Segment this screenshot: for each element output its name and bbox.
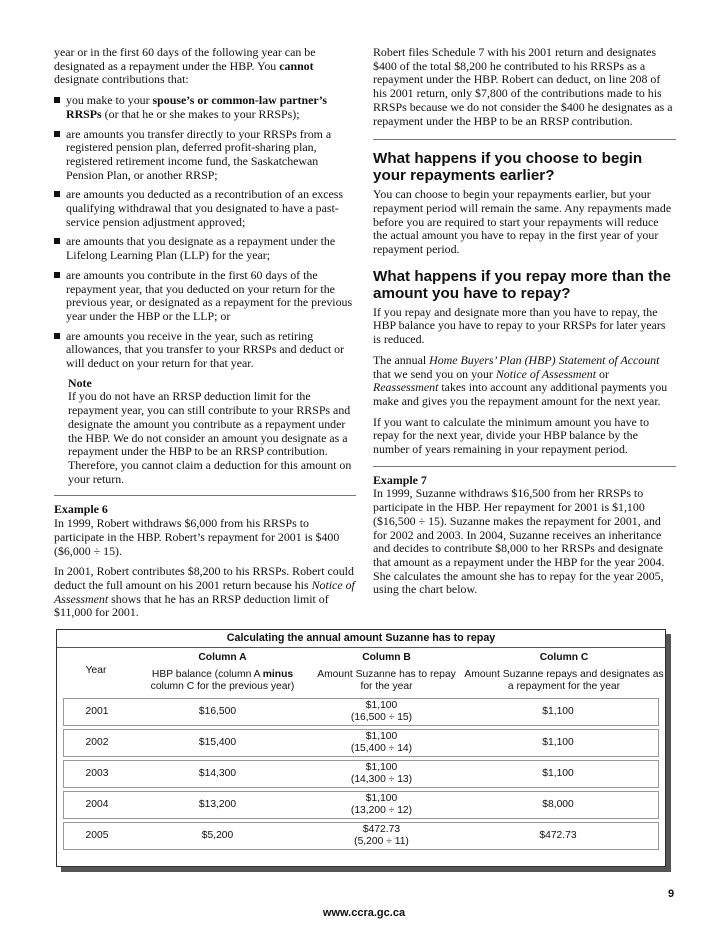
page-number: 9 xyxy=(668,888,675,900)
list-item: are amounts you contribute in the first 60 days of the repayment year, that you deducted on your return for the previous year, or designated as a repayment for the previous year under the HBP or the LLP; or xyxy=(54,269,356,324)
table-body xyxy=(57,698,665,850)
example7-text: In 1999, Suzanne withdraws $16,500 from her RRSPs to participate in the HBP. Her repayment for 2001 is $1,100 ($16,500 ÷ 15). Suzanne makes the repayment for 2001, and for 2002 and 2003. In 2004, Suzanne receives an inheritance and decides to contribute $8,000 to her RRSPs and designate that amount as a repayment under the HBP for the year 2004. She calculates the amount she has to repay for the year 2005, using the chart below. xyxy=(373,486,665,597)
column-a-header: Column A HBP balance (column A minus column C for the previous year) xyxy=(150,652,295,692)
bullet-square-icon xyxy=(54,272,60,278)
amount-to-repay-cell: $1,100 (15,400 ÷ 14) xyxy=(350,730,413,754)
divider xyxy=(54,495,356,496)
footer-url[interactable]: www.ccra.gc.ca xyxy=(322,907,406,919)
year-cell: 2001 xyxy=(85,705,109,717)
bullet-square-icon xyxy=(54,238,60,244)
list-item: are amounts you receive in the year, such as retiring allowances, that you transfer to your RRSPs and deduct or will deduct on your return for that year. xyxy=(54,330,356,371)
table-row xyxy=(63,760,659,788)
table-row xyxy=(63,791,659,819)
example7-title: Example 7 xyxy=(373,472,427,487)
amount-repaid-cell: $8,000 xyxy=(542,798,574,810)
repay-more-paragraph1: If you repay and designate more than you have to repay, the HBP balance you have to repay to your RRSPs for later years is reduced. xyxy=(373,304,666,347)
amount-to-repay-cell: $472.73 (5,200 ÷ 11) xyxy=(354,823,409,847)
example6-paragraph1: In 1999, Robert withdraws $6,000 from his RRSPs to participate in the HBP. Robert’s repayment for 2001 is $400 ($6,000 ÷ 15). xyxy=(54,516,340,558)
year-header: Year xyxy=(85,665,107,677)
divider xyxy=(373,466,676,467)
heading-repay-more: What happens if you repay more than the amount you have to repay? xyxy=(373,267,671,302)
amount-repaid-cell: $1,100 xyxy=(542,736,574,748)
robert-continuation: Robert files Schedule 7 with his 2001 return and designates $400 of the total $8,200 he contributed to his RRSPs as a repayment under the HBP. Robert can deduct, on line 208 of his 2001 return, only $7,800 of the contributions made to his RRSPs because we do not consider the $400 he designates as a repayment under the HBP to be an RRSP contribution. xyxy=(373,45,673,128)
example6-paragraph2: In 2001, Robert contributes $8,200 to his RRSPs. Robert could deduct the full amount on his 2001 return because his Notice of Assessment shows that he has an RRSP deduction limit of $11,000 for 2001. xyxy=(54,564,355,620)
example6-title: Example 6 xyxy=(54,502,108,517)
balance-cell: $13,200 xyxy=(198,798,237,810)
table-title: Calculating the annual amount Suzanne has to repay xyxy=(57,630,665,648)
balance-cell: $14,300 xyxy=(198,767,237,779)
list-item: are amounts you deducted as a recontribution of an excess qualifying withdrawal that you designated to have a past-service pension adjustment approved; xyxy=(54,188,356,229)
table-row xyxy=(63,698,659,726)
exclusion-list xyxy=(54,94,356,371)
left-column xyxy=(54,46,356,627)
bullet-square-icon xyxy=(54,191,60,197)
column-c-header: Column C Amount Suzanne repays and designates as a repayment for the year xyxy=(464,652,664,692)
balance-cell: $15,400 xyxy=(198,736,237,748)
bullet-square-icon xyxy=(54,97,60,103)
year-cell: 2002 xyxy=(85,736,109,748)
amount-to-repay-cell: $1,100 (16,500 ÷ 15) xyxy=(350,699,413,723)
repay-more-paragraph2: The annual Home Buyers’ Plan (HBP) Statement of Account that we send you on your Notice of Assessment or Reassessment takes into account any additional payments you make and gives you the repayment amount for the next year. xyxy=(373,352,668,408)
list-item: are amounts that you designate as a repayment under the Lifelong Learning Plan (LLP) for the year; xyxy=(54,235,356,262)
bullet-square-icon xyxy=(54,131,60,137)
note-text: If you do not have an RRSP deduction limit for the repayment year, you can still contribute to your RRSPs and designate the amount you contribute as a repayment under the HBP. We do not consider an amount you designate as a repayment under the HBP to be an RRSP contribution. Therefore, you cannot claim a deduction for this amount on your return. xyxy=(68,389,352,486)
amount-to-repay-cell: $1,100 (14,300 ÷ 13) xyxy=(350,761,413,785)
year-cell: 2005 xyxy=(85,829,109,841)
balance-cell: $5,200 xyxy=(201,829,234,841)
year-cell: 2004 xyxy=(85,798,109,810)
year-cell: 2003 xyxy=(85,767,109,779)
right-column xyxy=(373,46,676,604)
table-row xyxy=(63,729,659,757)
amount-to-repay-cell: $1,100 (13,200 ÷ 12) xyxy=(350,792,413,816)
heading-repay-earlier: What happens if you choose to begin your repayments earlier? xyxy=(373,150,643,185)
note-block xyxy=(54,377,356,487)
list-item: you make to your spouse’s or common-law partner’s RRSPs (or that he or she makes to your RRSPs); xyxy=(54,94,356,121)
bullet-square-icon xyxy=(54,333,60,339)
table-header xyxy=(57,648,665,695)
repay-more-paragraph3: If you want to calculate the minimum amount you have to repay for the next year, divide your HBP balance by the number of years remaining in your repayment period. xyxy=(373,414,650,457)
column-b-header: Column B Amount Suzanne has to repay for the year xyxy=(317,652,456,692)
table-row xyxy=(63,822,659,850)
intro-paragraph: year or in the first 60 days of the following year can be designated as a repayment under the HBP. You cannot designate contributions that: xyxy=(54,45,316,87)
repay-earlier-text: You can choose to begin your repayments earlier, but your repayment period will remain the same. Any repayments made before you are required to start your repayments will reduce the actual amount you have to repay in the first year of your repayment period. xyxy=(373,187,672,257)
note-title: Note xyxy=(68,375,92,390)
repayment-table xyxy=(56,629,666,867)
amount-repaid-cell: $472.73 xyxy=(539,829,577,841)
divider xyxy=(373,139,676,140)
amount-repaid-cell: $1,100 xyxy=(542,705,574,717)
amount-repaid-cell: $1,100 xyxy=(542,767,574,779)
balance-cell: $16,500 xyxy=(198,705,237,717)
list-item: are amounts you transfer directly to your RRSPs from a registered pension plan, deferred profit-sharing plan, registered retirement income fund, the Saskatchewan Pension Plan, or another RRSP; xyxy=(54,128,356,183)
